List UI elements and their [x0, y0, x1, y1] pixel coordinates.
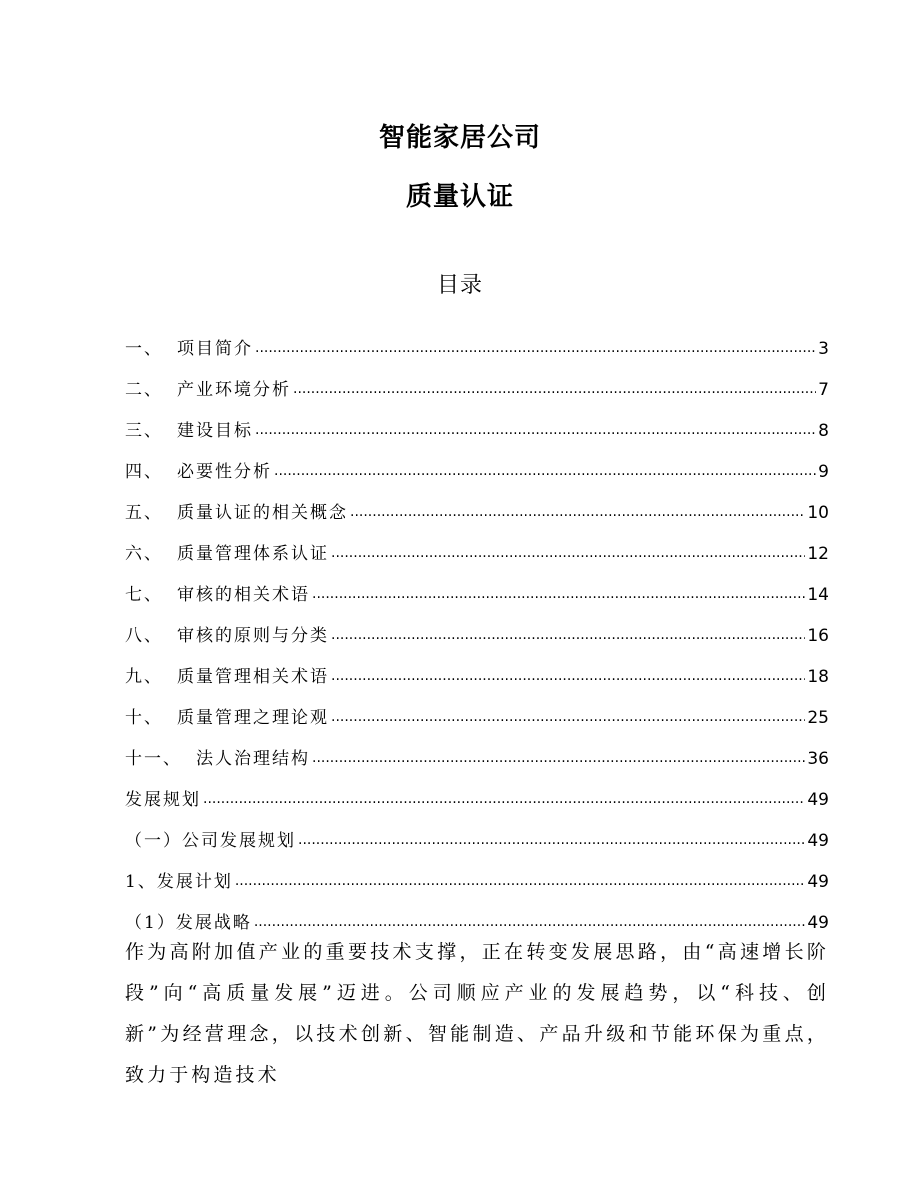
toc-entry-page: 16 — [807, 626, 829, 646]
toc-leader-dots — [298, 829, 805, 851]
toc-entry-page: 7 — [818, 380, 829, 400]
toc-entry[interactable] — [125, 404, 829, 445]
toc-entry-title: 建设目标 — [177, 421, 253, 441]
toc-entry-number: 七、 — [125, 585, 163, 605]
toc-leader-dots — [312, 747, 805, 769]
toc-leader-dots — [312, 583, 805, 605]
toc-entry[interactable] — [125, 650, 829, 691]
toc-leader-dots — [293, 378, 816, 400]
toc-entry-page: 10 — [807, 503, 829, 523]
document-title: 智能家居公司 — [378, 123, 541, 153]
toc-entry-page: 49 — [807, 790, 829, 810]
toc-leader-dots — [274, 460, 816, 482]
table-of-contents — [125, 322, 829, 937]
toc-entry[interactable] — [125, 896, 829, 937]
toc-heading: 目录 — [436, 273, 483, 298]
toc-entry-page: 49 — [807, 913, 829, 933]
toc-leader-dots — [331, 542, 805, 564]
toc-entry-title: 审核的原则与分类 — [177, 626, 329, 646]
toc-entry-page: 14 — [807, 585, 829, 605]
toc-entry-title: 质量管理体系认证 — [177, 544, 329, 564]
toc-entry-title: 必要性分析 — [177, 462, 272, 482]
toc-entry-page: 49 — [807, 872, 829, 892]
toc-entry[interactable] — [125, 855, 829, 896]
toc-entry-title: 质量管理之理论观 — [177, 708, 329, 728]
toc-entry-number: 九、 — [125, 667, 163, 687]
toc-entry[interactable] — [125, 609, 829, 650]
toc-entry-number: 一、 — [125, 339, 163, 359]
toc-leader-dots — [331, 665, 805, 687]
toc-leader-dots — [331, 624, 805, 646]
toc-entry[interactable] — [125, 568, 829, 609]
toc-entry-page: 49 — [807, 831, 829, 851]
toc-entry-page: 12 — [807, 544, 829, 564]
toc-leader-dots — [255, 337, 816, 359]
toc-entry-title: 项目简介 — [177, 339, 253, 359]
toc-entry[interactable] — [125, 486, 829, 527]
toc-entry-number: 五、 — [125, 503, 163, 523]
toc-entry-number: 八、 — [125, 626, 163, 646]
toc-leader-dots — [350, 501, 805, 523]
toc-entry-title: 质量认证的相关概念 — [177, 503, 348, 523]
toc-entry-page: 8 — [818, 421, 829, 441]
toc-entry[interactable] — [125, 732, 829, 773]
toc-entry-page: 3 — [818, 339, 829, 359]
toc-entry-title: （1）发展战略 — [125, 913, 252, 933]
toc-entry-page: 18 — [807, 667, 829, 687]
toc-leader-dots — [235, 870, 806, 892]
toc-entry-number: 六、 — [125, 544, 163, 564]
toc-entry-title: 1、发展计划 — [125, 872, 233, 892]
toc-entry-title: 产业环境分析 — [177, 380, 291, 400]
toc-entry[interactable] — [125, 691, 829, 732]
document-subtitle: 质量认证 — [405, 182, 514, 212]
toc-entry[interactable] — [125, 445, 829, 486]
toc-entry-number: 十、 — [125, 708, 163, 728]
toc-entry-title: 法人治理结构 — [196, 749, 310, 769]
toc-entry-number: 四、 — [125, 462, 163, 482]
toc-leader-dots — [255, 419, 816, 441]
toc-entry-number: 十一、 — [125, 749, 182, 769]
toc-entry-page: 9 — [818, 462, 829, 482]
toc-entry-number: 三、 — [125, 421, 163, 441]
toc-entry[interactable] — [125, 773, 829, 814]
toc-entry-page: 36 — [807, 749, 829, 769]
toc-leader-dots — [331, 706, 805, 728]
toc-entry[interactable] — [125, 363, 829, 404]
toc-entry[interactable] — [125, 814, 829, 855]
toc-leader-dots — [203, 788, 805, 810]
toc-leader-dots — [254, 911, 806, 933]
toc-entry-title: 审核的相关术语 — [177, 585, 310, 605]
toc-entry-number: 二、 — [125, 380, 163, 400]
toc-entry-title: 发展规划 — [125, 790, 201, 810]
toc-entry-title: （一）公司发展规划 — [125, 831, 296, 851]
toc-entry-page: 25 — [807, 708, 829, 728]
toc-entry-title: 质量管理相关术语 — [177, 667, 329, 687]
toc-entry[interactable] — [125, 322, 829, 363]
toc-entry[interactable] — [125, 527, 829, 568]
body-paragraph: 作为高附加值产业的重要技术支撑，正在转变发展思路，由“高速增长阶段”向“高质量发展”迈进。公司顺应产业的发展趋势，以“科技、创新”为经营理念，以技术创新、智能制造、产品升级和节能环保为重点，致力于构造技术 — [125, 941, 829, 1086]
